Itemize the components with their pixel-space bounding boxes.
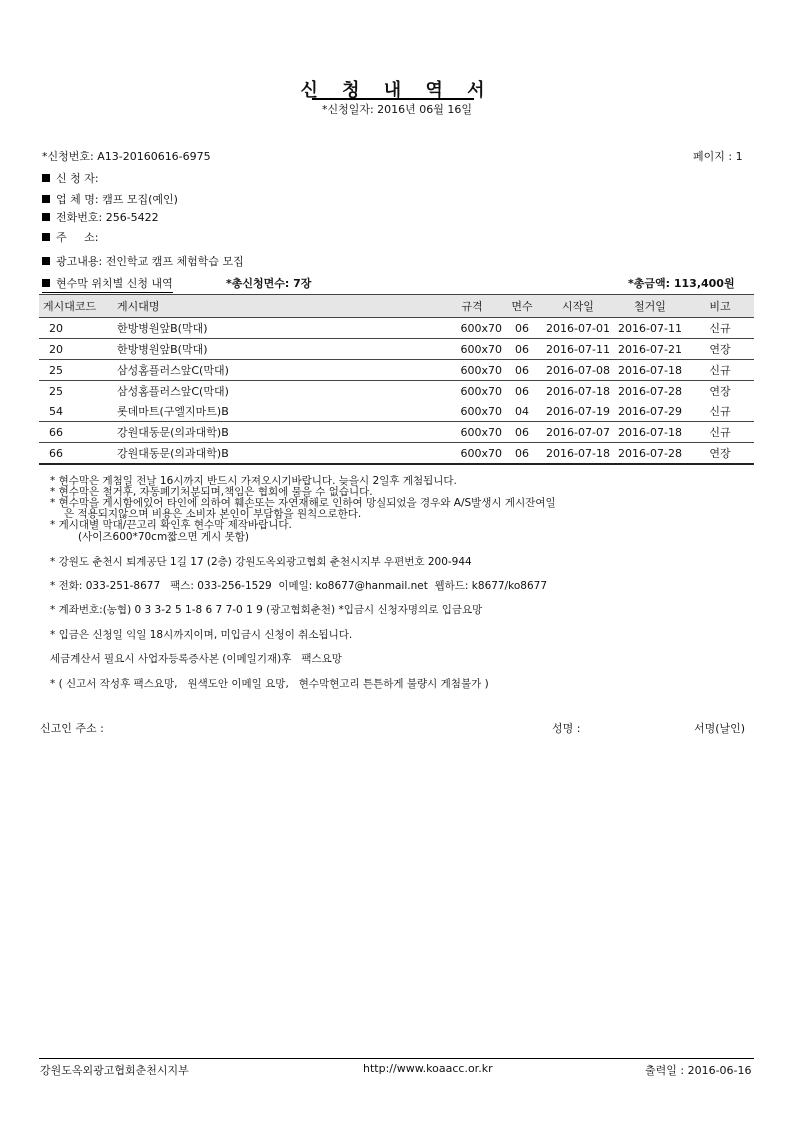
note-disposal: * 현수막은 철거후, 자동폐기처분되며,책임은 협회에 물을 수 없습니다. [50,486,373,498]
cell-size: 600x70 [442,401,502,422]
cell-faces: 06 [502,318,542,339]
address-row [42,229,98,245]
cell-code: 20 [39,339,117,360]
cell-end: 2016-07-11 [614,318,686,339]
cell-code: 54 [39,401,117,422]
cell-code: 25 [49,384,63,398]
note-fax-request: * ( 신고서 작성후 팩스요망, 원색도안 이메일 요망, 현수막현고리 튼튼하게 불량시 게첨불가 ) [50,678,489,690]
note-size: (사이즈600*70cm짧으면 게시 못함) [78,531,249,543]
note-check: * 게시대별 막대/끈고리 확인후 현수막 제작바랍니다. [50,519,292,531]
square-bullet-icon [42,213,50,221]
cell-start: 2016-07-18 [546,384,610,398]
cell-code: 66 [39,443,117,465]
name-label: 성명 : [552,722,581,735]
note-address: * 강원도 춘천시 퇴계공단 1길 17 (2층) 강원도옥외광고협회 춘천시지부 우편번호 200-944 [50,556,472,568]
cell-end: 2016-07-28 [614,443,686,465]
cell-start: 2016-07-01 [542,318,614,339]
footer-print-date: 출력일 : 2016-06-16 [645,1064,752,1077]
footer-organization: 강원도옥외광고협회춘천시지부 [40,1064,189,1077]
cell-note: 신규 [686,422,754,443]
cell-end: 2016-07-28 [618,384,682,398]
applicant-row [42,170,99,186]
applicant-label: 신 청 자: [56,172,99,185]
table-header-row [39,295,754,318]
cell-end: 2016-07-18 [614,360,686,381]
note-account: * 계좌번호:(농협) 0 3 3-2 5 1-8 6 7 7-0 1 9 (광고협회춘천) *입금시 신청자명의로 입금요망 [50,604,483,616]
note-payment: * 입금은 신청일 익일 18시까지이며, 미입금시 신청이 취소됩니다. [50,629,353,641]
cell-start: 2016-07-08 [542,360,614,381]
cell-faces: 06 [515,384,529,398]
section-title-row [42,275,173,293]
cell-code: 25 [39,360,117,381]
cell-faces: 06 [502,339,542,360]
square-bullet-icon [42,233,50,241]
col-header-code: 게시대코드 [39,295,117,318]
cell-note: 연장 [709,385,731,398]
cell-note: 신규 [686,360,754,381]
square-bullet-icon [42,195,50,203]
cell-name: 한방병원앞B(막대) [117,318,442,339]
section-title: 현수막 위치별 신청 내역 [56,277,173,290]
cell-size: 600x70 [460,384,502,398]
cell-start: 2016-07-11 [542,339,614,360]
cell-name: 롯데마트(구엘지마트)B [117,401,442,422]
phone-row [42,209,159,225]
col-header-note: 비고 [686,295,754,318]
note-contact: * 전화: 033-251-8677 팩스: 033-256-1529 이메일: ko8677@hanmail.net 웹하드: k8677/ko8677 [50,580,547,592]
cell-name: 삼성홈플러스앞C(막대) [117,385,229,398]
cell-name: 강원대동문(의과대학)B [117,443,442,465]
phone-label: 전화번호: 256-5422 [56,211,159,224]
footer-url[interactable]: http://www.koaacc.or.kr [363,1062,493,1075]
table-row [39,443,754,465]
cell-faces: 06 [502,422,542,443]
cell-note: 신규 [686,401,754,422]
cell-start: 2016-07-19 [542,401,614,422]
cell-faces: 06 [502,360,542,381]
cell-start: 2016-07-07 [542,422,614,443]
cell-end: 2016-07-21 [614,339,686,360]
col-header-size: 규격 [442,295,502,318]
document-title: 신 청 내 역 서 [300,80,494,101]
cell-size: 600x70 [442,360,502,381]
reporter-address-label: 신고인 주소 : [40,722,104,735]
cell-size: 600x70 [442,422,502,443]
cell-name: 강원대동문(의과대학)B [117,422,442,443]
footer-divider [39,1058,754,1059]
table-row [39,318,754,339]
total-amount: *총금액: 113,400원 [628,277,735,290]
cell-note: 신규 [686,318,754,339]
cell-size: 600x70 [442,443,502,465]
square-bullet-icon [42,279,50,287]
col-header-name: 게시대명 [117,295,442,318]
cell-start: 2016-07-18 [542,443,614,465]
note-tax-invoice: 세금계산서 필요시 사업자등록증사본 (이메일기재)후 팩스요망 [50,653,342,665]
total-count: *총신청면수: 7장 [226,277,312,290]
application-table [39,294,754,465]
table-row [39,360,754,381]
application-date: *신청일자: 2016년 06월 16일 [321,103,473,116]
table-row [39,381,754,402]
cell-code: 20 [39,318,117,339]
signature-label: 서명(날인) [694,722,746,735]
cell-end: 2016-07-29 [614,401,686,422]
cell-size: 600x70 [442,339,502,360]
title-underline [312,98,474,100]
note-deadline: * 현수막은 게첨일 전날 16시까지 반드시 가져오시기바랍니다. 늦을시 2일후 게첨됩니다. [50,475,457,487]
col-header-end: 철거일 [614,295,686,318]
note-damage: * 현수막을 게시함에있어 타인에 의하여 훼손또는 자연재해로 인하여 망실되었을 경우와 A/S발생시 게시잔여일 [50,497,556,509]
note-damage-cont: 은 적용되지않으며 비용은 소비자 본인이 부담함을 원칙으로한다. [64,508,362,520]
cell-size: 600x70 [442,318,502,339]
table-row [39,339,754,360]
cell-end: 2016-07-18 [614,422,686,443]
cell-note: 연장 [686,339,754,360]
cell-faces: 04 [502,401,542,422]
square-bullet-icon [42,257,50,265]
company-row [42,191,178,207]
table-row [39,401,754,422]
cell-name: 한방병원앞B(막대) [117,339,442,360]
address-label: 주 소: [56,231,99,244]
ad-content-label: 광고내용: 전인학교 캠프 체험학습 모집 [56,255,244,268]
square-bullet-icon [42,174,50,182]
cell-faces: 06 [502,443,542,465]
company-label: 업 체 명: 캠프 모집(예인) [56,193,178,206]
table-row [39,422,754,443]
page-number: 페이지 : 1 [693,150,743,163]
ad-content-row [42,253,244,269]
cell-code: 66 [39,422,117,443]
cell-note: 연장 [686,443,754,465]
col-header-start: 시작일 [542,295,614,318]
col-header-faces: 면수 [502,295,542,318]
application-number: *신청번호: A13-20160616-6975 [42,150,211,163]
cell-name: 삼성홈플러스앞C(막대) [117,360,442,381]
